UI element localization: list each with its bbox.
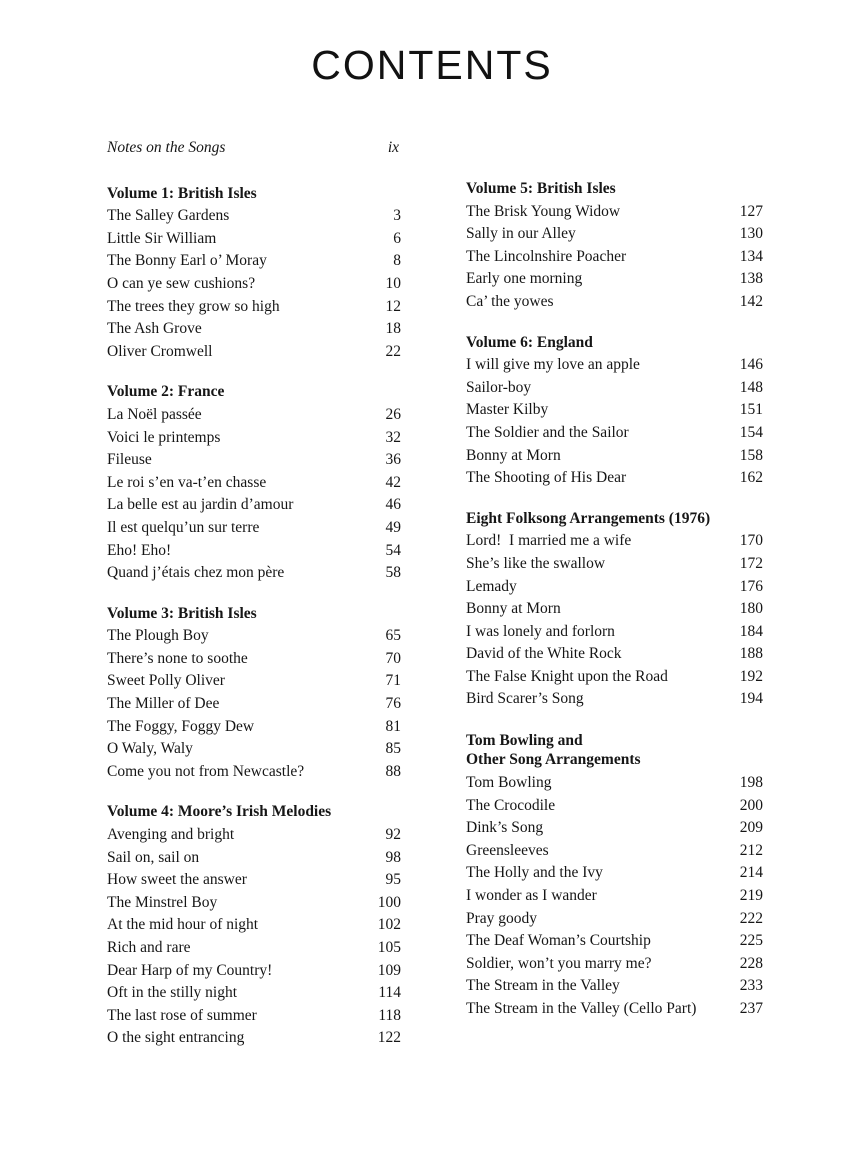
entry-title: Quand j’étais chez mon père bbox=[107, 564, 285, 582]
entry-title: Tom Bowling bbox=[466, 774, 552, 792]
toc-entry bbox=[466, 643, 763, 666]
entry-page-number: 6 bbox=[393, 229, 401, 247]
entry-page-number: 95 bbox=[385, 871, 401, 889]
entry-page-number: 212 bbox=[739, 841, 763, 859]
entry-title: O can ye sew cushions? bbox=[107, 274, 256, 292]
entry-title: The Lincolnshire Poacher bbox=[466, 247, 627, 265]
entry-page-number: 102 bbox=[377, 916, 401, 934]
entry-title: Dear Harp of my Country! bbox=[107, 961, 273, 979]
entry-page-number: 76 bbox=[385, 695, 401, 713]
entry-page-number: 81 bbox=[385, 717, 401, 735]
section-heading bbox=[107, 381, 401, 404]
entry-title: Avenging and bright bbox=[107, 826, 235, 844]
right-column bbox=[466, 178, 763, 1021]
toc-entry bbox=[466, 885, 763, 908]
toc-entry bbox=[466, 530, 763, 553]
entry-page-number: 162 bbox=[739, 469, 763, 487]
entry-page-number: 8 bbox=[393, 252, 401, 270]
entry-page-number: 146 bbox=[739, 356, 763, 374]
entry-title: The Holly and the Ivy bbox=[466, 864, 603, 882]
toc-entry bbox=[107, 472, 401, 495]
entry-page-number: 49 bbox=[385, 518, 401, 536]
entry-title: I wonder as I wander bbox=[466, 887, 597, 905]
toc-entry bbox=[107, 341, 401, 364]
entry-page-number: 22 bbox=[385, 342, 401, 360]
entry-title: There’s none to soothe bbox=[107, 649, 248, 667]
entry-page-number: 118 bbox=[378, 1006, 401, 1024]
toc-entry bbox=[107, 449, 401, 472]
toc-entry bbox=[107, 228, 401, 251]
entry-title: The Stream in the Valley bbox=[466, 977, 620, 995]
toc-entry bbox=[466, 445, 763, 468]
toc-entry bbox=[107, 847, 401, 870]
entry-title: La belle est au jardin d’amour bbox=[107, 496, 294, 514]
entry-title: I was lonely and forlorn bbox=[466, 622, 615, 640]
toc-entry bbox=[107, 404, 401, 427]
entry-title: Sailor-boy bbox=[466, 378, 532, 396]
entry-title: She’s like the swallow bbox=[466, 554, 606, 572]
entry-title: Oft in the stilly night bbox=[107, 984, 238, 1002]
entry-page-number: 114 bbox=[378, 984, 401, 1002]
entry-page-number: 184 bbox=[739, 622, 763, 640]
entry-page-number: 151 bbox=[739, 401, 763, 419]
entry-page-number: 170 bbox=[739, 532, 763, 550]
section-heading bbox=[107, 801, 401, 824]
entry-title: Fileuse bbox=[107, 451, 152, 469]
toc-entry bbox=[107, 914, 401, 937]
toc-entry bbox=[466, 553, 763, 576]
toc-entry bbox=[107, 892, 401, 915]
entry-title: The Soldier and the Sailor bbox=[466, 423, 629, 441]
entry-title: Early one morning bbox=[466, 270, 583, 288]
entry-title: The last rose of summer bbox=[107, 1006, 257, 1024]
entry-title: The Ash Grove bbox=[107, 320, 202, 338]
entry-page-number: 219 bbox=[739, 887, 763, 905]
entry-title: David of the White Rock bbox=[466, 645, 622, 663]
toc-entry bbox=[107, 716, 401, 739]
entry-page-number: 105 bbox=[377, 939, 401, 956]
entry-title: The Deaf Woman’s Courtship bbox=[466, 932, 651, 950]
entry-page-number: 233 bbox=[739, 977, 763, 995]
entry-page-number: 225 bbox=[739, 932, 763, 950]
front-matter-row bbox=[107, 137, 401, 160]
toc-section bbox=[466, 729, 763, 1021]
entry-title: Rich and rare bbox=[107, 939, 191, 956]
entry-title: Le roi s’en va-t’en chasse bbox=[107, 473, 267, 491]
entry-title: Little Sir William bbox=[107, 229, 217, 247]
entry-page-number: 228 bbox=[739, 954, 763, 972]
toc-entry bbox=[107, 1027, 401, 1050]
entry-title: The Shooting of His Dear bbox=[466, 469, 627, 487]
toc-section bbox=[107, 183, 401, 364]
toc-entry bbox=[466, 975, 763, 998]
toc-entry bbox=[466, 576, 763, 599]
toc-entry bbox=[466, 598, 763, 621]
entry-title: The trees they grow so high bbox=[107, 297, 280, 315]
section-heading bbox=[107, 183, 401, 206]
entry-page-number: 127 bbox=[739, 202, 763, 220]
entry-page-number: 3 bbox=[393, 207, 401, 225]
entry-page-number: 138 bbox=[739, 270, 763, 288]
entry-title: The Minstrel Boy bbox=[107, 893, 218, 911]
entry-page-number: 12 bbox=[385, 297, 401, 315]
toc-entry bbox=[466, 354, 763, 377]
toc-entry bbox=[107, 296, 401, 319]
entry-page-number: 188 bbox=[739, 645, 763, 663]
toc-entry bbox=[107, 250, 401, 273]
entry-title: The Bonny Earl o’ Moray bbox=[107, 252, 267, 270]
section-heading-line: Other Song Arrangements bbox=[466, 750, 641, 768]
section-heading bbox=[466, 332, 763, 355]
entry-title: Come you not from Newcastle? bbox=[107, 762, 305, 780]
toc-entry bbox=[107, 494, 401, 517]
toc-entry bbox=[466, 840, 763, 863]
toc-entry bbox=[107, 648, 401, 671]
toc-section bbox=[466, 332, 763, 490]
entry-page-number: 92 bbox=[385, 826, 401, 844]
entry-page-number: 222 bbox=[739, 909, 763, 927]
entry-page-number: 154 bbox=[739, 423, 763, 441]
toc-entry bbox=[466, 953, 763, 976]
right-sections-container bbox=[466, 178, 763, 1021]
page-title: CONTENTS bbox=[311, 42, 553, 88]
entry-title: Ca’ the yowes bbox=[466, 292, 554, 310]
entry-title: Lord! I married me a wife bbox=[466, 532, 632, 550]
entry-page-number: 36 bbox=[385, 451, 401, 469]
section-heading bbox=[107, 603, 401, 626]
entry-title: The Foggy, Foggy Dew bbox=[107, 717, 255, 735]
entry-page-number: 54 bbox=[385, 541, 401, 559]
entry-title: Greensleeves bbox=[466, 841, 549, 859]
entry-page-number: 88 bbox=[385, 762, 401, 780]
entry-title: Lemady bbox=[466, 577, 517, 595]
entry-page-number: 109 bbox=[377, 961, 401, 979]
toc-entry bbox=[107, 824, 401, 847]
entry-page-number: 158 bbox=[739, 446, 763, 464]
toc-section bbox=[466, 178, 763, 314]
entry-title: O the sight entrancing bbox=[107, 1029, 245, 1047]
entry-page-number: 134 bbox=[739, 247, 763, 265]
entry-page-number: 142 bbox=[739, 292, 763, 310]
section-heading-line: Volume 2: France bbox=[107, 383, 225, 401]
entry-page-number: 176 bbox=[739, 577, 763, 595]
toc-section bbox=[107, 603, 401, 784]
entry-page-number: 85 bbox=[385, 740, 401, 758]
section-heading-line: Volume 6: England bbox=[466, 333, 593, 351]
entry-page-number: 58 bbox=[385, 564, 401, 582]
entry-title: Bonny at Morn bbox=[466, 600, 561, 618]
entry-page-number: 26 bbox=[385, 405, 401, 423]
toc-entry bbox=[107, 693, 401, 716]
toc-entry bbox=[107, 205, 401, 228]
entry-title: Bonny at Morn bbox=[466, 446, 561, 464]
entry-title: Bird Scarer’s Song bbox=[466, 690, 584, 708]
entry-title: Oliver Cromwell bbox=[107, 342, 213, 360]
entry-page-number: 209 bbox=[739, 819, 763, 837]
toc-section bbox=[107, 381, 401, 584]
toc-entry bbox=[466, 998, 763, 1021]
toc-entry bbox=[466, 795, 763, 818]
section-heading bbox=[466, 729, 763, 772]
toc-entry bbox=[466, 377, 763, 400]
toc-entry bbox=[466, 201, 763, 224]
entry-page-number: 214 bbox=[739, 864, 763, 882]
entry-page-number: 194 bbox=[739, 690, 763, 708]
toc-entry bbox=[466, 772, 763, 795]
entry-page-number: 42 bbox=[385, 473, 401, 491]
entry-title: How sweet the answer bbox=[107, 871, 247, 889]
toc-entry bbox=[466, 862, 763, 885]
section-heading-line: Volume 3: British Isles bbox=[107, 604, 257, 622]
entry-title: O Waly, Waly bbox=[107, 740, 193, 758]
toc-entry bbox=[466, 223, 763, 246]
toc-entry bbox=[466, 291, 763, 314]
entry-page-number: 32 bbox=[385, 428, 401, 446]
entry-page-number: 192 bbox=[739, 667, 763, 685]
entry-page-number: 122 bbox=[377, 1029, 401, 1047]
section-heading-line: Volume 1: British Isles bbox=[107, 184, 257, 202]
section-heading bbox=[466, 508, 763, 531]
entry-title: The False Knight upon the Road bbox=[466, 667, 668, 685]
entry-title: The Brisk Young Widow bbox=[466, 202, 621, 220]
left-sections-container bbox=[107, 183, 401, 1050]
entry-title: The Salley Gardens bbox=[107, 207, 230, 225]
toc-entry bbox=[107, 761, 401, 784]
entry-page-number: 71 bbox=[385, 672, 401, 690]
entry-title: Sail on, sail on bbox=[107, 848, 200, 866]
toc-entry bbox=[107, 869, 401, 892]
toc-entry bbox=[107, 562, 401, 585]
toc-entry bbox=[107, 517, 401, 540]
toc-entry bbox=[466, 621, 763, 644]
entry-title: Pray goody bbox=[466, 909, 538, 927]
entry-page-number: 130 bbox=[739, 225, 763, 243]
entry-page-number: 200 bbox=[739, 796, 763, 814]
entry-title: Sweet Polly Oliver bbox=[107, 672, 225, 690]
entry-title: Voici le printemps bbox=[107, 428, 221, 446]
toc-entry bbox=[466, 930, 763, 953]
section-heading-line: Volume 5: British Isles bbox=[466, 180, 616, 197]
toc-entry bbox=[107, 540, 401, 563]
toc-entry bbox=[466, 908, 763, 931]
toc-section bbox=[107, 801, 401, 1050]
entry-title: Eho! Eho! bbox=[107, 541, 172, 559]
toc-entry bbox=[466, 399, 763, 422]
entry-title: Il est quelqu’un sur terre bbox=[107, 518, 260, 536]
toc-entry bbox=[466, 246, 763, 269]
entry-page-number: 70 bbox=[385, 649, 401, 667]
toc-entry bbox=[466, 467, 763, 490]
entry-page-number: 100 bbox=[377, 893, 401, 911]
front-matter-page: ix bbox=[387, 139, 399, 156]
entry-title: The Crocodile bbox=[466, 796, 556, 814]
section-heading bbox=[466, 178, 763, 201]
front-matter-label: Notes on the Songs bbox=[107, 139, 226, 156]
section-heading-line: Eight Folksong Arrangements (1976) bbox=[466, 509, 711, 527]
toc-entry bbox=[107, 318, 401, 341]
entry-page-number: 237 bbox=[739, 1000, 763, 1017]
entry-title: The Stream in the Valley (Cello Part) bbox=[466, 1000, 697, 1017]
entry-title: The Plough Boy bbox=[107, 627, 209, 645]
toc-entry bbox=[466, 666, 763, 689]
toc-entry bbox=[107, 982, 401, 1005]
entry-page-number: 65 bbox=[385, 627, 401, 645]
entry-title: Sally in our Alley bbox=[466, 225, 576, 243]
entry-title: The Miller of Dee bbox=[107, 695, 220, 713]
toc-entry bbox=[107, 625, 401, 648]
entry-page-number: 18 bbox=[385, 320, 401, 338]
toc-entry bbox=[107, 427, 401, 450]
entry-page-number: 180 bbox=[739, 600, 763, 618]
entry-page-number: 148 bbox=[739, 378, 763, 396]
toc-entry bbox=[107, 738, 401, 761]
toc-section bbox=[466, 508, 763, 711]
entry-page-number: 46 bbox=[385, 496, 401, 514]
entry-page-number: 98 bbox=[385, 848, 401, 866]
section-heading-line: Volume 4: Moore’s Irish Melodies bbox=[107, 803, 332, 821]
entry-title: Soldier, won’t you marry me? bbox=[466, 954, 652, 972]
entry-title: Master Kilby bbox=[466, 401, 549, 419]
entry-page-number: 198 bbox=[739, 774, 763, 792]
entry-title: At the mid hour of night bbox=[107, 916, 259, 934]
toc-entry bbox=[466, 817, 763, 840]
toc-entry bbox=[466, 268, 763, 291]
entry-title: I will give my love an apple bbox=[466, 356, 640, 374]
entry-page-number: 172 bbox=[739, 554, 763, 572]
toc-entry bbox=[107, 937, 401, 960]
left-column bbox=[107, 137, 401, 1050]
entry-page-number: 10 bbox=[385, 274, 401, 292]
toc-entry bbox=[466, 688, 763, 711]
toc-entry bbox=[107, 670, 401, 693]
toc-entry bbox=[107, 273, 401, 296]
toc-entry bbox=[107, 960, 401, 983]
toc-entry bbox=[466, 422, 763, 445]
section-heading-line: Tom Bowling and bbox=[466, 732, 583, 750]
entry-title: Dink’s Song bbox=[466, 819, 544, 837]
entry-title: La Noël passée bbox=[107, 405, 202, 423]
toc-entry bbox=[107, 1005, 401, 1028]
